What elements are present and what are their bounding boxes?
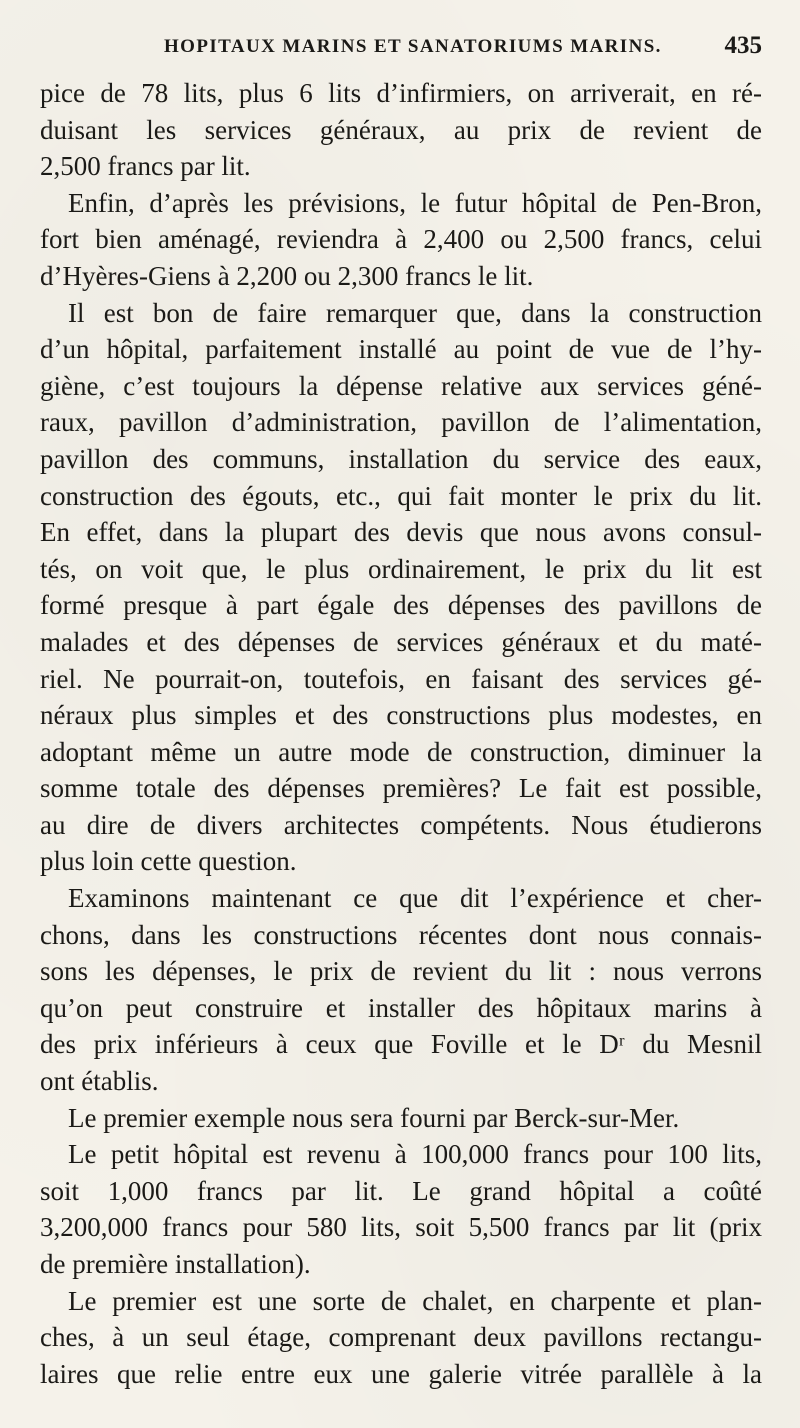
text-line: chons, dans les constructions récentes dont nous connais- [40, 919, 762, 950]
text-line: néraux plus simples et des constructions plus modestes, en [40, 700, 762, 731]
body-text [40, 75, 762, 1392]
text-line: au dire de divers architectes compétents. Nous étudierons [40, 809, 762, 840]
text-line: tés, on voit que, le plus ordinairement, le prix du lit est [40, 553, 762, 584]
running-head: HOPITAUX MARINS ET SANATORIUMS MARINS. [164, 36, 662, 57]
text-line: somme totale des dépenses premières? Le fait est possible, [40, 773, 762, 804]
text-line: plus loin cette question. [40, 846, 297, 877]
text-line: duisant les services généraux, au prix de revient de [40, 114, 762, 145]
text-line: Enfin, d’après les prévisions, le futur hôpital de Pen-Bron, [68, 187, 762, 218]
text-line: 3,200,000 francs pour 580 lits, soit 5,500 francs par lit (prix [40, 1212, 762, 1243]
text-line: construction des égouts, etc., qui fait monter le prix du lit. [40, 480, 762, 511]
text-line: adoptant même un autre mode de construction, diminuer la [40, 736, 762, 767]
text-line: Examinons maintenant ce que dit l’expérience et cher- [68, 883, 762, 914]
text-line: Il est bon de faire remarquer que, dans la construction [68, 297, 762, 328]
text-line: malades et des dépenses de services généraux et du maté- [40, 626, 762, 657]
text-line: pice de 78 lits, plus 6 lits d’infirmiers, on arriverait, en ré- [40, 78, 762, 108]
text-line: Le petit hôpital est revenu à 100,000 francs pour 100 lits, [68, 1139, 762, 1170]
text-line: riel. Ne pourrait-on, toutefois, en faisant des services gé- [40, 663, 762, 694]
text-line: 2,500 francs par lit. [40, 151, 251, 182]
text-line: d’Hyères-Giens à 2,200 ou 2,300 francs le lit. [40, 260, 534, 291]
page-header [40, 32, 762, 66]
text-line: raux, pavillon d’administration, pavillon de l’alimentation, [40, 407, 762, 438]
text-line: pavillon des communs, installation du service des eaux, [40, 443, 762, 474]
text-line: de première installation). [40, 1249, 311, 1279]
text-line: sons les dépenses, le prix de revient du lit : nous verrons [40, 956, 762, 987]
text-line: qu’on peut construire et installer des hôpitaux marins à [40, 992, 762, 1023]
text-line: ches, à un seul étage, comprenant deux pavillons rectangu- [40, 1322, 762, 1353]
text-line: En effet, dans la plupart des devis que nous avons consul- [40, 517, 762, 548]
text-line: formé presque à part égale des dépenses des pavillons de [40, 590, 762, 621]
text-line: ont établis. [40, 1066, 159, 1097]
text-line: soit 1,000 francs par lit. Le grand hôpital a coûté [40, 1175, 762, 1206]
text-line: giène, c’est toujours la dépense relative aux services géné- [40, 370, 762, 401]
page-number: 435 [724, 32, 762, 59]
text-line: laires que relie entre eux une galerie vitrée parallèle à la [40, 1358, 762, 1389]
text-line: d’un hôpital, parfaitement installé au point de vue de l’hy- [40, 334, 762, 365]
text-line: Le premier est une sorte de chalet, en charpente et plan- [68, 1285, 762, 1316]
text-line: Le premier exemple nous sera fourni par Berck-sur-Mer. [68, 1102, 680, 1133]
text-line: des prix inférieurs à ceux que Foville et le Dʳ du Mesnil [40, 1029, 762, 1060]
text-line: fort bien aménagé, reviendra à 2,400 ou 2,500 francs, celui [40, 224, 762, 255]
